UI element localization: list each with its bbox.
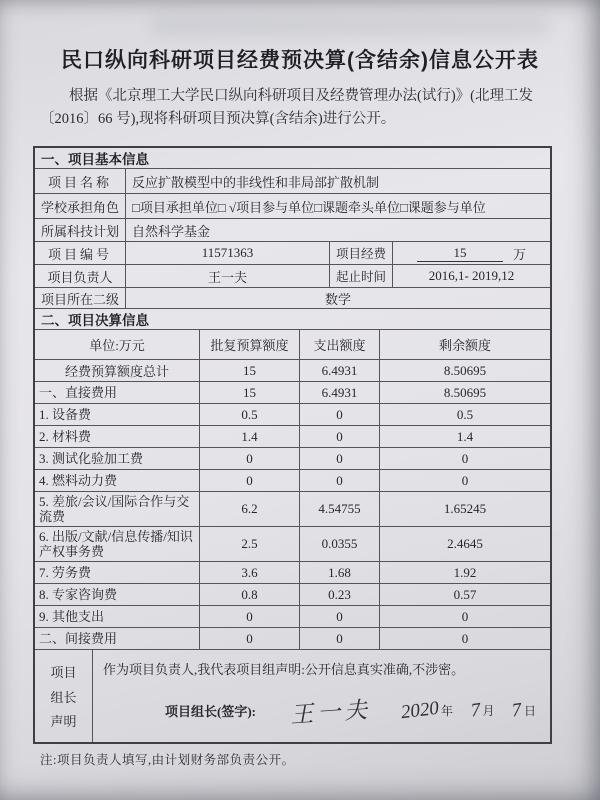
intro-paragraph: 根据《北京理工大学民口纵向科研项目及经费管理办法(试行)》(北理工发〔2016〕66 号),现将科研项目预决算(含结余)进行公开。	[40, 88, 533, 127]
row-label: 一、直接费用	[39, 385, 118, 400]
leader-label: 项目负责人	[47, 269, 113, 285]
date-year: 2020	[399, 697, 441, 723]
program-value: 自然科学基金	[125, 219, 550, 241]
remaining-column-header: 剩余额度	[379, 330, 550, 359]
settlement-row-total	[35, 359, 550, 381]
budget-value: 0	[199, 470, 299, 491]
remaining-value: 8.50695	[379, 360, 550, 381]
date-month: 7	[469, 699, 482, 722]
remaining-value: 0	[379, 448, 550, 469]
row-label: 1. 设备费	[39, 407, 92, 422]
remaining-value: 1.4	[379, 426, 550, 447]
program-label: 所属科技计划	[40, 223, 119, 239]
disclosure-form-table	[33, 146, 552, 744]
project-no-value: 11571363	[125, 242, 329, 264]
funding-unit: 万	[512, 246, 526, 262]
budget-value: 2.5	[199, 527, 299, 561]
footnote: 注:项目负责人填写,由计划财务部负责公开。	[40, 753, 295, 767]
project-no-funding-row	[35, 241, 550, 264]
settlement-row-direct	[35, 381, 550, 403]
row-label: 2. 材料费	[39, 429, 92, 444]
spent-value: 0	[299, 606, 379, 627]
remaining-value: 0.57	[379, 584, 550, 605]
school-role-label: 学校承担角色	[40, 199, 119, 215]
day-unit-label: 日	[523, 704, 536, 718]
remaining-value: 8.50695	[379, 382, 550, 403]
budget-value: 0.5	[199, 404, 299, 425]
row-label: 4. 燃料动力费	[39, 473, 118, 488]
row-label: 二、间接费用	[39, 631, 118, 646]
budget-value: 3.6	[199, 562, 299, 583]
leader-duration-row	[35, 264, 550, 287]
section-header-basic-info	[35, 148, 550, 168]
budget-value: 6.2	[199, 492, 299, 526]
row-label: 3. 测试化验加工费	[39, 451, 144, 466]
budget-value: 0	[199, 606, 299, 627]
budget-value: 0	[199, 448, 299, 469]
school-role-row	[35, 193, 550, 218]
department-value: 数学	[125, 288, 550, 308]
funding-value	[392, 242, 550, 264]
settlement-row-fuel	[35, 469, 550, 491]
spent-value: 0.23	[299, 584, 379, 605]
row-label: 经费预算额度总计	[64, 364, 169, 379]
month-unit-label: 月	[482, 704, 495, 718]
funding-amount: 15	[453, 244, 467, 260]
remaining-value: 0	[379, 470, 550, 491]
handwritten-date	[399, 697, 540, 723]
project-no-label: 项目编号	[47, 246, 112, 262]
spent-value: 6.4931	[299, 382, 379, 403]
declaration-label-line: 项目	[50, 664, 77, 680]
remaining-value: 1.92	[379, 562, 550, 583]
budget-column-header: 批复预算额度	[199, 330, 299, 359]
project-name-label: 项目名称	[47, 174, 112, 190]
spent-value: 4.54755	[299, 492, 379, 526]
page-title: 民口纵向科研项目经费预决算(含结余)信息公开表	[61, 49, 539, 72]
spent-value: 0	[299, 470, 379, 491]
project-name-value: 反应扩散模型中的非线性和非局部扩散机制	[125, 169, 550, 193]
row-label: 9. 其他支出	[39, 609, 105, 624]
spent-value: 1.68	[299, 562, 379, 583]
spent-value: 0	[299, 426, 379, 447]
settlement-row-materials	[35, 425, 550, 447]
unit-column-header: 单位:万元	[89, 338, 145, 353]
section-header-settlement	[35, 308, 550, 329]
row-label: 8. 专家咨询费	[39, 587, 118, 602]
signature-line	[93, 694, 550, 727]
leader-value: 王一夫	[125, 265, 329, 287]
declaration-statement: 作为项目负责人,我代表项目组声明:公开信息真实准确,不涉密。	[103, 662, 465, 677]
remaining-value: 0.5	[379, 404, 550, 425]
declaration-body	[92, 650, 550, 742]
declaration-label-line: 组长	[50, 689, 77, 705]
settlement-row-indirect	[35, 627, 550, 649]
settlement-header-row	[35, 329, 550, 359]
school-role-checkboxes: □项目承担单位□ √项目参与单位□课题牵头单位□课题参与单位	[125, 194, 550, 218]
duration-value: 2016,1- 2019,12	[392, 265, 550, 287]
budget-value: 0.8	[199, 584, 299, 605]
spent-value: 6.4931	[299, 360, 379, 381]
budget-value: 15	[199, 360, 299, 381]
settlement-row-consulting	[35, 583, 550, 605]
department-label: 项目所在二级	[40, 291, 119, 307]
department-row	[35, 287, 550, 308]
funding-label: 项目经费	[329, 242, 392, 264]
section-title: 二、项目决算信息	[41, 313, 149, 328]
spent-value: 0	[299, 628, 379, 649]
row-label: 6. 出版/文献/信息传播/知识产权事务费	[39, 529, 193, 559]
spent-value: 0	[299, 404, 379, 425]
settlement-row-equipment	[35, 403, 550, 425]
settlement-row-travel	[35, 491, 550, 526]
remaining-value: 2.4645	[379, 527, 550, 561]
year-unit-label: 年	[440, 704, 453, 718]
declaration-row	[35, 649, 550, 742]
settlement-row-other	[35, 605, 550, 627]
row-label: 7. 劳务费	[39, 565, 92, 580]
project-name-row	[35, 168, 550, 193]
spent-value: 0	[299, 448, 379, 469]
sign-here-label: 项目组长(签字):	[165, 704, 256, 719]
remaining-value: 0	[379, 628, 550, 649]
settlement-row-publication	[35, 526, 550, 561]
declaration-row-label	[35, 650, 92, 742]
spent-value: 0.0355	[299, 527, 379, 561]
declaration-label-line: 声明	[50, 714, 77, 730]
program-row	[35, 218, 550, 241]
funding-amount-blank	[417, 245, 503, 262]
settlement-row-labor	[35, 561, 550, 583]
remaining-value: 1.65245	[379, 492, 550, 526]
budget-value: 15	[199, 382, 299, 403]
remaining-value: 0	[379, 606, 550, 627]
budget-value: 0	[199, 628, 299, 649]
spent-column-header: 支出额度	[299, 330, 379, 359]
duration-label: 起止时间	[329, 265, 392, 287]
settlement-row-testing	[35, 447, 550, 469]
date-day: 7	[511, 699, 524, 722]
leader-handwritten-signature: 王一夫	[289, 697, 372, 728]
ink-bleed-smudge	[150, 16, 550, 36]
budget-value: 1.4	[199, 426, 299, 447]
row-label: 5. 差旅/会议/国际合作与交流费	[39, 494, 190, 524]
section-title: 一、项目基本信息	[41, 152, 149, 167]
